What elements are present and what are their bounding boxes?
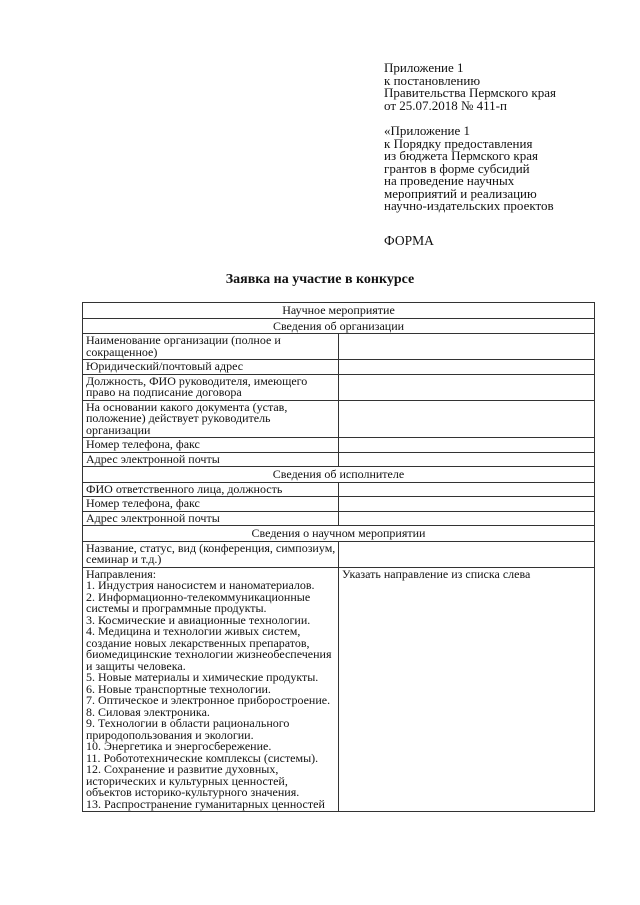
appendix-line: Правительства Пермского края [384,85,556,100]
table-row [83,400,595,438]
table-row [83,360,595,375]
direction-item: 12. Сохранение и развитие духовных, исторических и культурных ценностей, объектов историко-культурного значения. [86,762,300,799]
direction-item: 10. Энергетика и энергосбережение. [86,739,272,753]
direction-item: 9. Технологии в области рационального природопользования и экологии. [86,716,290,742]
field-value-legal-address[interactable] [339,360,595,375]
table-row [83,374,595,400]
order-line: грантов в форме субсидий [384,160,530,176]
order-line: из бюджета Пермского края [384,148,539,163]
section-executor: Сведения об исполнителе [83,467,595,483]
appendix-reference [384,62,624,112]
direction-item: 13. Распространение гуманитарных ценностей [86,796,325,811]
direction-item: 6. Новые транспортные технологии. [86,681,271,696]
appendix-line: от 25.07.2018 № 411-п [384,97,507,113]
field-value-org-phone[interactable] [339,438,595,453]
direction-item: 2. Информационно-телекоммуникационные системы и программные продукты. [86,589,311,615]
field-value-org-name[interactable] [339,334,595,360]
appendix-line: к постановлению [384,72,481,88]
table-row [83,511,595,526]
field-value-executor-email[interactable] [339,511,595,526]
application-form-table [82,302,595,812]
direction-item: 7. Оптическое и электронное приборостроение. [86,693,331,707]
field-value-org-email[interactable] [339,452,595,467]
field-label-org-phone: Номер телефона, факс [83,438,339,453]
field-label-event-name: Название, статус, вид (конференция, симпозиум, семинар и т.д.) [83,541,339,567]
field-value-executor-phone[interactable] [339,497,595,512]
order-line: «Приложение 1 [384,123,471,138]
field-value-basis-document[interactable] [339,400,595,438]
table-row [83,438,595,453]
order-line: к Порядку предоставления [384,135,533,151]
field-label-org-email: Адрес электронной почты [83,452,339,467]
field-label-executor-phone: Номер телефона, факс [83,497,339,512]
table-row [83,497,595,512]
field-value-head-position[interactable] [339,374,595,400]
table-row [83,452,595,467]
field-label-executor-email: Адрес электронной почты [83,511,339,526]
order-line: научно-издательских проектов [384,198,554,213]
directions-list [83,567,339,812]
field-label-head-position: Должность, ФИО руководителя, имеющего право на подписание договора [83,374,339,400]
direction-item: 3. Космические и авиационные технологии. [86,612,311,627]
section-event: Сведения о научном мероприятии [83,526,595,542]
form-label: ФОРМА [384,233,434,248]
direction-item: 1. Индустрия наносистем и наноматериалов. [86,578,315,592]
field-value-event-name[interactable] [339,541,595,567]
document-title: Заявка на участие в конкурсе [225,272,415,287]
section-organization: Сведения об организации [83,318,595,334]
event-header[interactable]: Научное мероприятие [83,303,595,319]
field-value-responsible-person[interactable] [339,482,595,497]
direction-item: 4. Медицина и технологии живых систем, создание новых лекарственных препаратов, биомедицинские технологии жизнеобеспечения и защиты человека. [86,624,332,673]
field-value-direction[interactable]: Указать направление из списка слева [339,567,595,812]
field-label-org-name: Наименование организации (полное и сокращенное) [83,334,339,360]
direction-item: 11. Робототехнические комплексы (системы). [86,750,319,765]
table-row [83,567,595,812]
direction-item: 8. Силовая электроника. [86,704,210,719]
appendix-line: Приложение 1 [384,60,464,75]
order-line: на проведение научных [384,173,515,188]
table-row [83,482,595,497]
field-label-legal-address: Юридический/почтовый адрес [83,360,339,375]
field-label-basis-document: На основании какого документа (устав, положение) действует руководитель организации [83,400,339,438]
directions-heading: Направления: [86,566,157,581]
order-reference [384,125,624,213]
table-row [83,334,595,360]
order-line: мероприятий и реализацию [384,185,537,201]
table-row [83,541,595,567]
direction-item: 5. Новые материалы и химические продукты. [86,670,319,684]
field-label-responsible-person: ФИО ответственного лица, должность [83,482,339,497]
